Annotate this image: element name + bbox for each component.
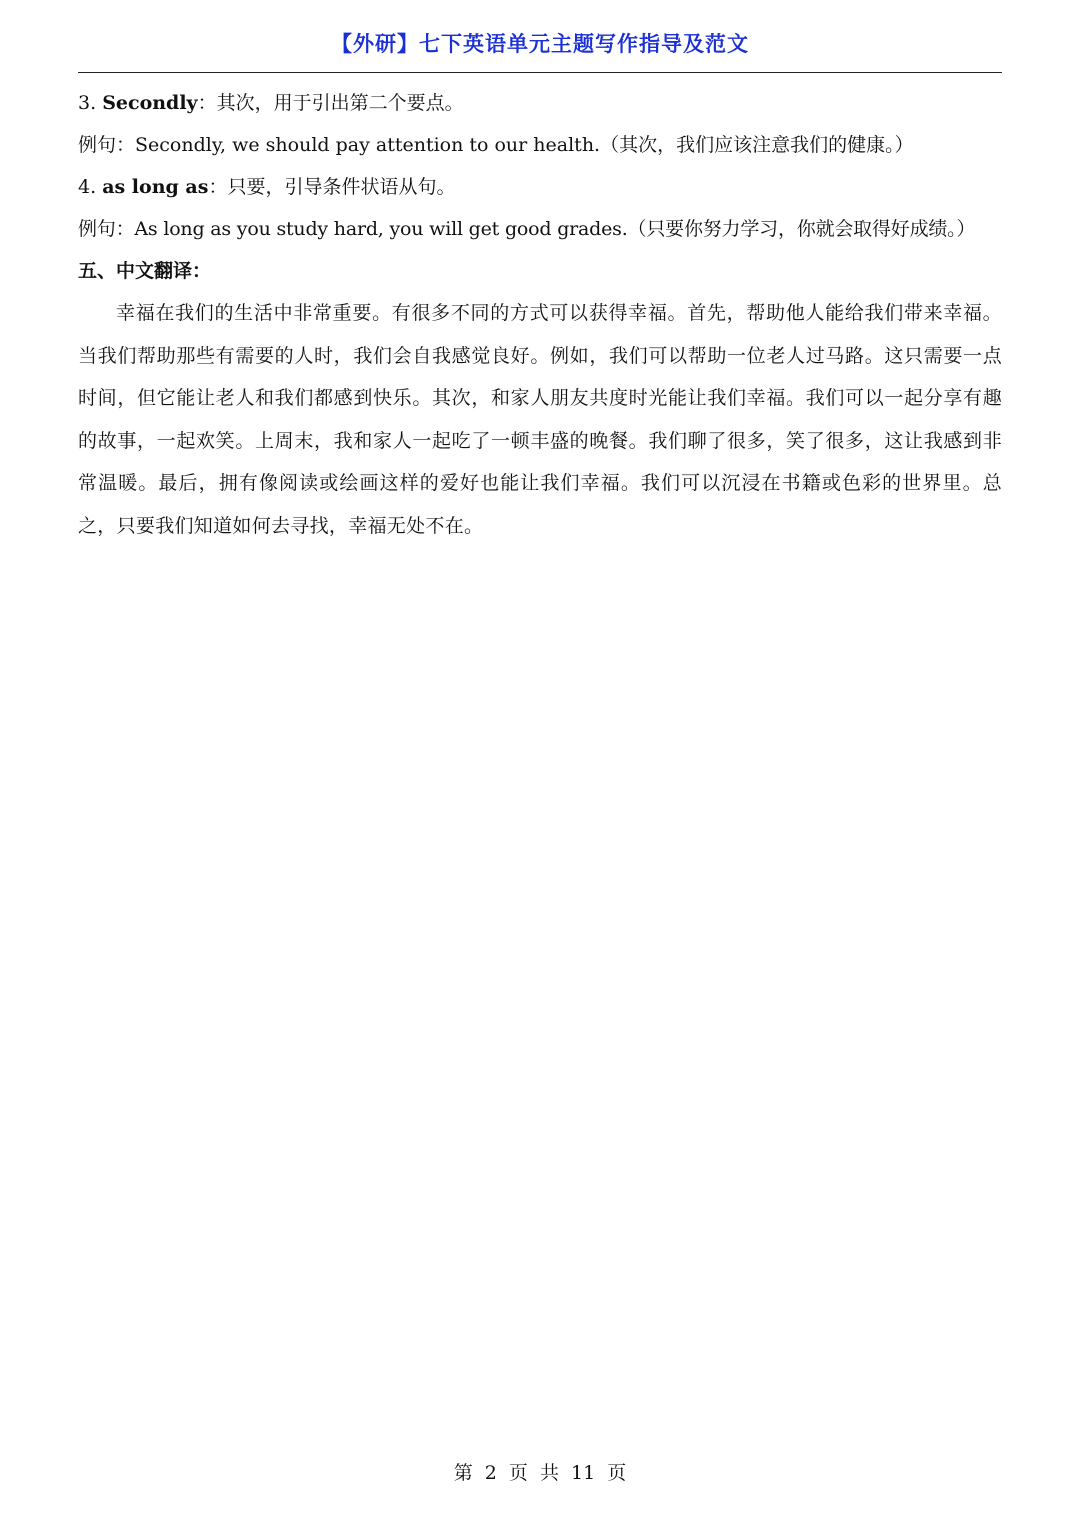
phrase-3-meaning: 其次，用于引出第二个要点。	[216, 92, 464, 114]
document-body	[78, 82, 1002, 547]
phrase-4-example-text: As long as you study hard, you will get good grades.（只要你努力学习，你就会取得好成绩。）	[134, 218, 976, 240]
phrase-4-sep: ：	[208, 176, 228, 198]
phrase-4-meaning: 只要，引导条件状语从句。	[227, 176, 456, 198]
page-header-title: 【外研】七下英语单元主题写作指导及范文	[331, 32, 749, 56]
phrase-3-example-label: 例句：	[78, 134, 136, 156]
phrase-3-definition	[78, 82, 1002, 124]
phrase-4-example-label: 例句：	[78, 218, 135, 240]
phrase-3-number: 3.	[78, 92, 97, 114]
page-number: 第 2 页 共 11 页	[453, 1462, 627, 1484]
phrase-4-definition	[78, 166, 1002, 208]
phrase-4-example	[78, 208, 1002, 250]
header-divider	[78, 72, 1002, 73]
phrase-3-sep: ：	[197, 92, 217, 114]
phrase-4-term: as long as	[102, 176, 209, 198]
phrase-3-example	[78, 124, 1002, 166]
phrase-3-term: Secondly	[102, 92, 198, 114]
phrase-3-example-text: Secondly, we should pay attention to our health.（其次，我们应该注意我们的健康。）	[135, 134, 914, 156]
phrase-4-number: 4.	[78, 176, 97, 198]
section-heading: 五、中文翻译：	[78, 260, 212, 282]
translation-paragraph: 幸福在我们的生活中非常重要。有很多不同的方式可以获得幸福。首先，帮助他人能给我们带来幸福。当我们帮助那些有需要的人时，我们会自我感觉良好。例如，我们可以帮助一位老人过马路。这只需要一点时间，但它能让老人和我们都感到快乐。其次，和家人朋友共度时光能让我们幸福。我们可以一起分享有趣的故事，一起欢笑。上周末，我和家人一起吃了一顿丰盛的晚餐。我们聊了很多，笑了很多，这让我感到非常温暖。最后，拥有像阅读或绘画这样的爱好也能让我们幸福。我们可以沉浸在书籍或色彩的世界里。总之，只要我们知道如何去寻找，幸福无处不在。	[78, 302, 1002, 537]
